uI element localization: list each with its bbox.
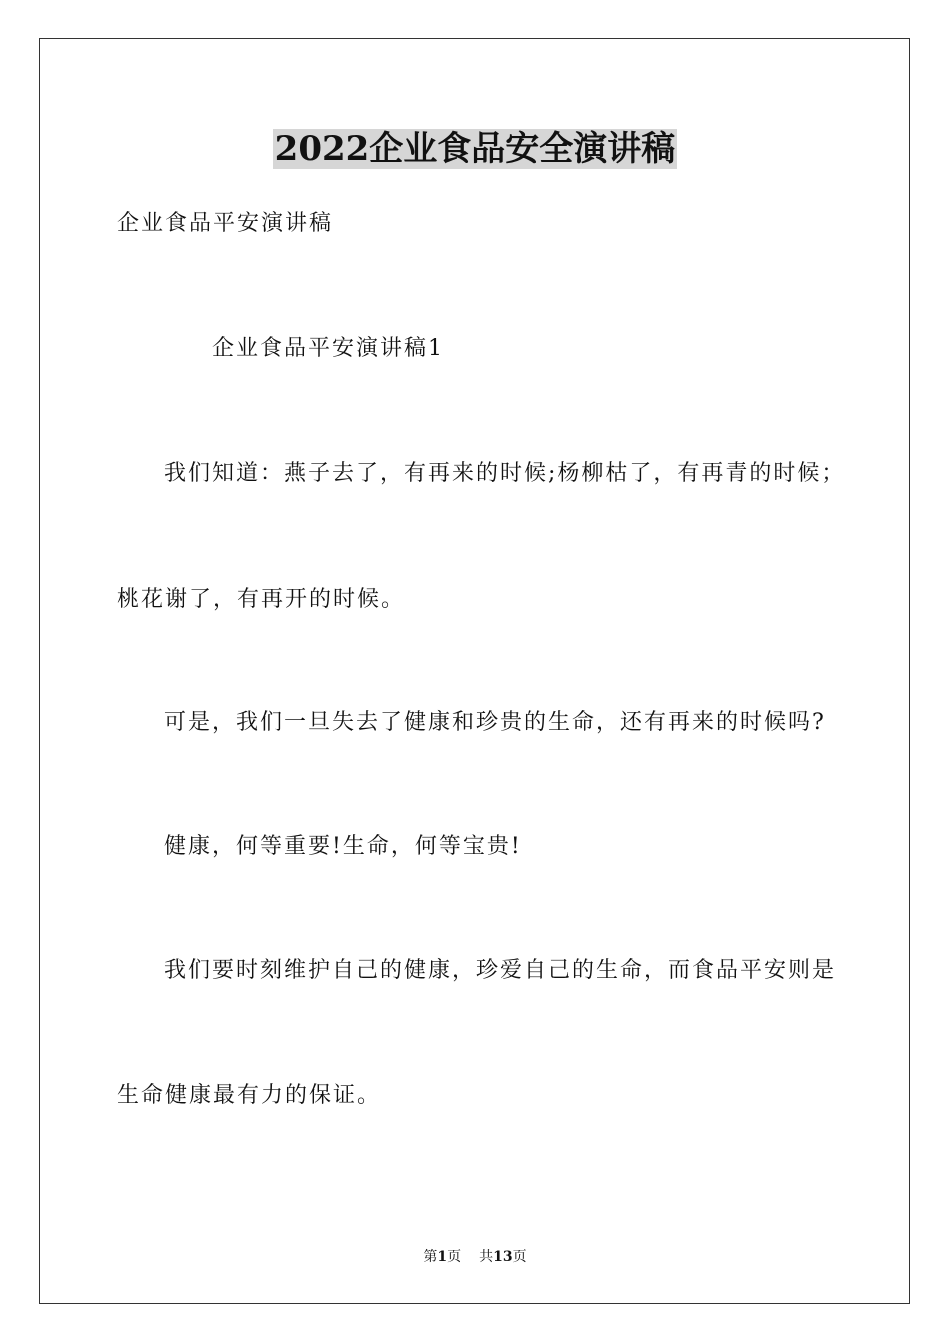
total-prefix: 共 [479, 1249, 494, 1265]
paragraph-line: 我们知道：燕子去了，有再来的时候;杨柳枯了，有再青的时候； [164, 461, 846, 486]
page-number: 1 [437, 1249, 448, 1265]
page-footer [0, 1247, 950, 1267]
page-prefix: 第 [423, 1249, 438, 1265]
paragraph-line: 桃花谢了，有再开的时候。 [117, 587, 406, 612]
paragraph-line: 可是，我们一旦失去了健康和珍贵的生命，还有再来的时候吗? [164, 710, 826, 735]
total-pages: 13 [493, 1249, 513, 1265]
page-suffix: 页 [447, 1249, 462, 1265]
total-suffix: 页 [512, 1249, 527, 1265]
paragraph-line: 生命健康最有力的保证。 [117, 1083, 382, 1108]
section-heading: 企业食品平安演讲稿1 [212, 336, 444, 361]
document-title-text: 2022企业食品安全演讲稿 [274, 129, 676, 169]
subtitle-line: 企业食品平安演讲稿 [117, 211, 334, 236]
paragraph-line: 我们要时刻维护自己的健康，珍爱自己的生命，而食品平安则是 [164, 958, 837, 983]
document-title [0, 126, 950, 172]
paragraph-line: 健康，何等重要!生命，何等宝贵! [164, 834, 522, 859]
